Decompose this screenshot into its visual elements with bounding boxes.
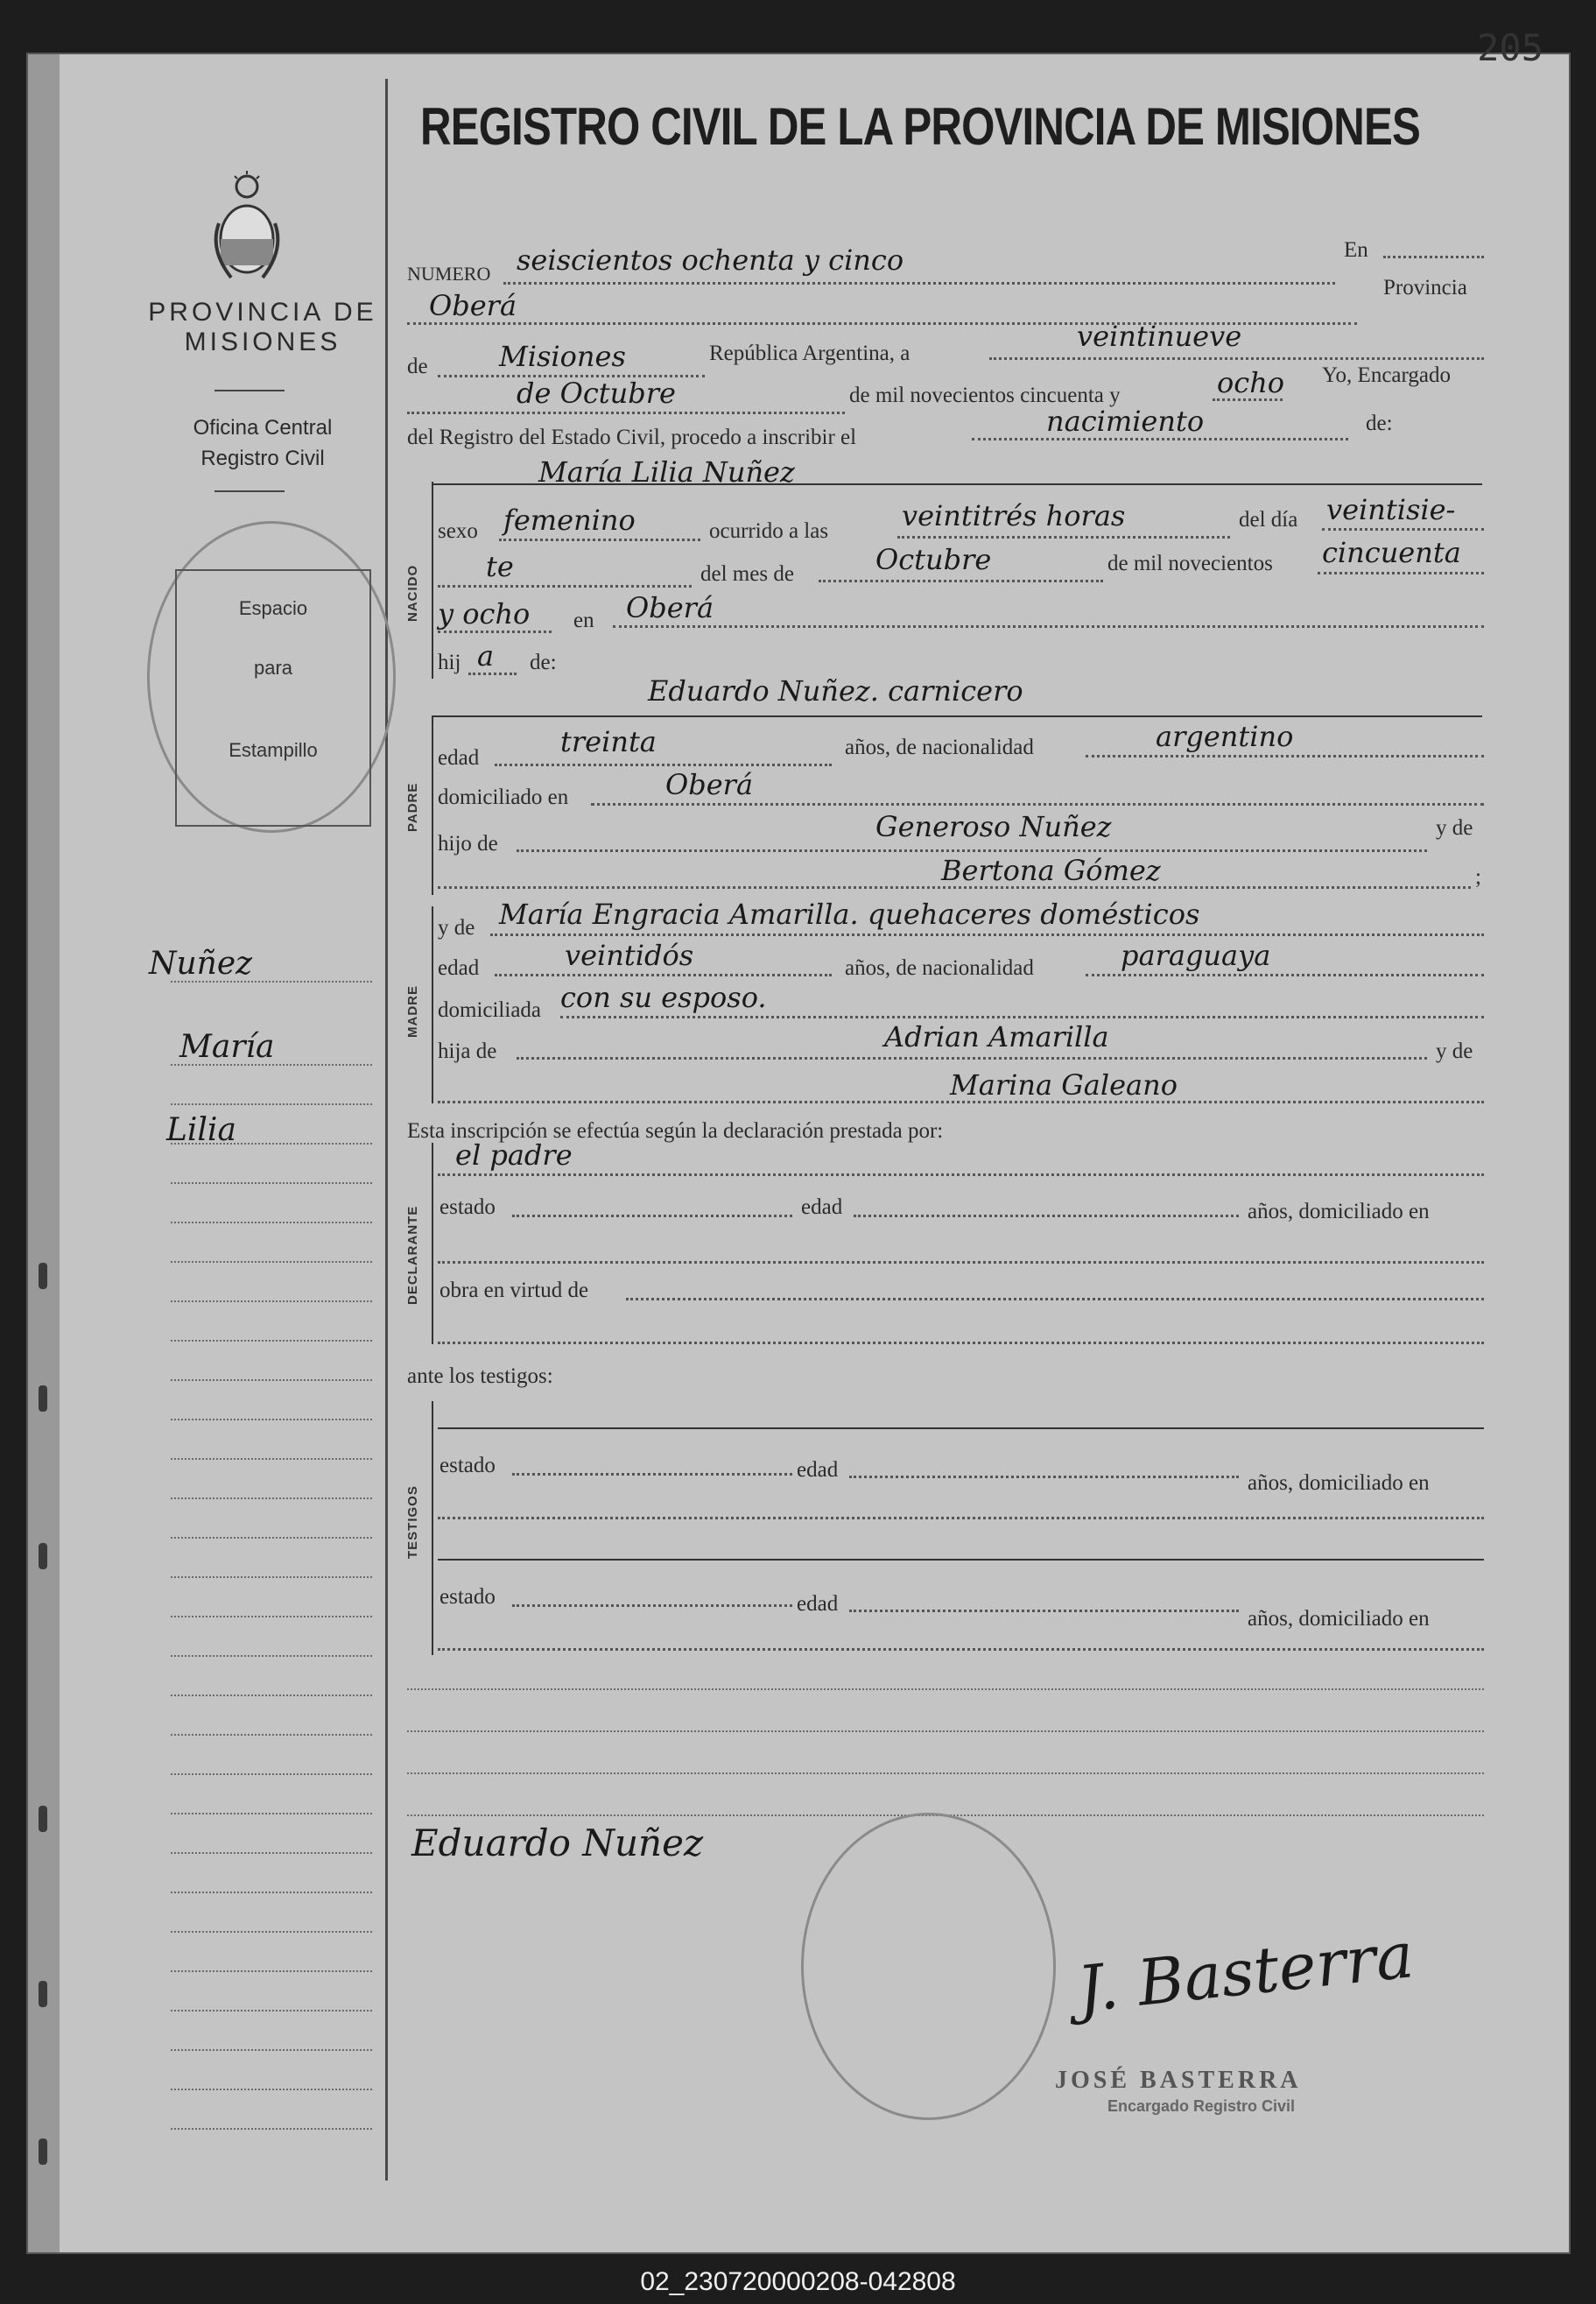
republica-label: República Argentina, a <box>709 342 910 365</box>
margin-line <box>171 1458 372 1460</box>
hija-value: a <box>477 639 495 673</box>
padre-section-label: PADRE <box>405 782 420 832</box>
dotted-line <box>438 1101 1484 1103</box>
yde-label: y de <box>438 916 475 940</box>
margin-line <box>171 1813 372 1814</box>
padre-edad-value: treinta <box>560 725 657 758</box>
margin-line <box>171 1695 372 1696</box>
margin-line <box>171 1340 372 1342</box>
madre-name: María Engracia Amarilla. quehaceres domésticos <box>499 898 1200 931</box>
dotted-line <box>989 357 1484 360</box>
blank-line <box>407 1772 1484 1774</box>
section-bar <box>432 715 433 895</box>
official-title: Encargado Registro Civil <box>1107 2097 1296 2115</box>
binding-stitch <box>39 2138 47 2165</box>
testigos-intro: ante los testigos: <box>407 1364 553 1388</box>
obra-label: obra en virtud de <box>439 1279 589 1302</box>
page-title: REGISTRO CIVIL DE LA PROVINCIA DE MISIONES <box>420 97 1420 156</box>
office-label: Oficina Central <box>193 416 333 440</box>
margin-line <box>171 1931 372 1933</box>
ocurrido-label: ocurrido a las <box>709 519 829 543</box>
dotted-line <box>517 849 1427 852</box>
edad-label: edad <box>438 956 480 980</box>
anos-domiciliado-label: años, domiciliado en <box>1248 1471 1430 1495</box>
province-value: Misiones <box>499 340 626 373</box>
binding-stitch <box>39 1385 47 1412</box>
dotted-line <box>854 1215 1239 1217</box>
margin-line <box>171 1300 372 1302</box>
coat-of-arms-icon <box>205 171 289 285</box>
abuelo-materno-value: Adrian Amarilla <box>884 1020 1109 1053</box>
stamp-space-box <box>175 569 371 827</box>
estado-label: estado <box>439 1585 496 1609</box>
anos-domiciliado-label: años, domiciliado en <box>1248 1200 1430 1223</box>
de-label: de <box>407 355 428 378</box>
declarante-signature: Eduardo Nuñez <box>411 1821 704 1864</box>
dotted-line <box>512 1473 792 1476</box>
blank-line <box>407 1688 1484 1690</box>
dotted-line <box>407 412 845 414</box>
margin-line <box>171 1616 372 1617</box>
testigos-section-label: TESTIGOS <box>405 1485 420 1559</box>
padre-name: Eduardo Nuñez. carnicero <box>648 674 1023 708</box>
padre-nacionalidad-value: argentino <box>1156 720 1294 753</box>
yde-label: y de <box>1436 1039 1473 1063</box>
dotted-line <box>849 1476 1239 1478</box>
section-line <box>438 1427 1484 1429</box>
margin-line <box>171 1537 372 1539</box>
margin-line <box>171 1734 372 1736</box>
abuela-paterna-value: Bertona Gómez <box>941 854 1161 887</box>
dotted-line <box>897 536 1230 539</box>
edad-label: edad <box>797 1592 839 1616</box>
dotted-line <box>591 803 1484 806</box>
domicilio-label: domiciliada <box>438 998 542 1022</box>
divider <box>214 490 285 492</box>
dotted-line <box>438 1648 1484 1651</box>
margin-line <box>171 1182 372 1184</box>
madre-section-label: MADRE <box>405 985 420 1038</box>
margin-line <box>171 1970 372 1972</box>
section-bar <box>432 1401 433 1655</box>
dotted-line <box>626 1298 1484 1300</box>
en-label: En <box>1344 238 1368 262</box>
nacido-name: María Lilia Nuñez <box>538 455 795 489</box>
margin-line <box>171 981 372 983</box>
dotted-line <box>438 886 1471 889</box>
madre-edad-value: veintidós <box>565 939 694 972</box>
registro-label: del Registro del Estado Civil, procedo a inscribir el <box>407 426 857 449</box>
month-value: de Octubre <box>517 377 676 410</box>
section-line <box>432 483 1482 485</box>
mes-label: del mes de <box>700 562 794 586</box>
year-value: ocho <box>1217 366 1285 399</box>
edad-label: edad <box>797 1458 839 1482</box>
dotted-line <box>613 625 1484 628</box>
estado-label: estado <box>439 1195 496 1219</box>
madre-nacionalidad-value: paraguaya <box>1121 939 1271 972</box>
dotted-line <box>468 673 517 675</box>
anos-label: años, de nacionalidad <box>845 956 1034 980</box>
mes-value: Octubre <box>875 543 992 576</box>
mil-label: de mil novecientos <box>1107 552 1273 575</box>
abuelo-paterno-value: Generoso Nuñez <box>875 810 1112 843</box>
dotted-line <box>1213 398 1283 401</box>
section-bar <box>432 482 433 679</box>
blank-line <box>407 1730 1484 1732</box>
registry-label: Registro Civil <box>200 447 325 470</box>
numero-value: seiscientos ochenta y cinco <box>517 243 904 277</box>
domicilio-label: domiciliado en <box>438 786 569 809</box>
margin-line <box>171 1064 372 1066</box>
margin-line <box>171 1655 372 1657</box>
dotted-line <box>1322 528 1484 531</box>
sexo-label: sexo <box>438 519 478 543</box>
section-line <box>432 715 1482 717</box>
declarante-intro: Esta inscripción se efectúa según la declaración prestada por: <box>407 1119 944 1143</box>
padre-domicilio-value: Oberá <box>665 768 754 801</box>
binding-strip <box>28 54 60 2252</box>
image-id-footer: 02_230720000208-042808 <box>0 2259 1596 2304</box>
dia-value: veintisie- <box>1326 493 1456 526</box>
margin-line <box>171 1419 372 1420</box>
de-colon-label: de: <box>1366 412 1393 435</box>
year-prefix-label: de mil novecientos cincuenta y <box>849 384 1121 407</box>
anio-value: cincuenta <box>1322 536 1461 569</box>
section-line <box>438 1559 1484 1561</box>
dotted-line <box>1086 755 1484 757</box>
dotted-line <box>819 580 1103 582</box>
nacido-section-label: NACIDO <box>405 564 420 622</box>
provincia-label: Provincia <box>1383 276 1467 299</box>
registry-seal <box>801 1813 1056 2120</box>
dotted-line <box>1318 572 1484 574</box>
stamp-label: Estampillo <box>229 739 318 761</box>
dotted-line <box>438 1517 1484 1519</box>
dotted-line <box>438 1173 1484 1176</box>
dotted-line <box>438 1342 1484 1344</box>
margin-line <box>171 1261 372 1263</box>
declarante-value: el padre <box>455 1138 573 1172</box>
binding-stitch <box>39 1806 47 1832</box>
declarante-section-label: DECLARANTE <box>405 1205 420 1305</box>
section-bar <box>432 906 433 1103</box>
dotted-line <box>1383 256 1484 258</box>
de-colon-label: de: <box>530 651 557 674</box>
dotted-line <box>560 1016 1484 1018</box>
edad-label: edad <box>438 746 480 770</box>
hijo-label: hijo de <box>438 832 498 856</box>
anos-domiciliado-label: años, domiciliado en <box>1248 1607 1430 1631</box>
dotted-line <box>517 1057 1427 1060</box>
abuela-materna-value: Marina Galeano <box>950 1068 1178 1102</box>
section-bar <box>432 1143 433 1344</box>
dotted-line <box>438 631 552 633</box>
semicolon: ; <box>1475 865 1481 889</box>
dotted-line <box>495 974 832 976</box>
madre-domicilio-value: con su esposo. <box>560 981 767 1014</box>
stamp-label: Espacio <box>238 597 308 619</box>
official-signature: J. Basterra <box>1073 1918 1417 2026</box>
margin-line <box>171 1379 372 1381</box>
dotted-line <box>512 1604 792 1607</box>
dotted-line <box>512 1215 792 1217</box>
lugar-value: Oberá <box>626 591 714 624</box>
margin-line <box>171 1852 372 1854</box>
margin-line <box>171 1773 372 1775</box>
dotted-line <box>972 438 1348 440</box>
margin-surname: Nuñez <box>149 946 253 982</box>
margin-line <box>171 1892 372 1893</box>
anio-value-cont: y ocho <box>438 597 531 631</box>
dotted-line <box>495 764 832 766</box>
margin-name: María <box>179 1029 275 1065</box>
margin-line <box>171 1143 372 1145</box>
dotted-line <box>849 1610 1239 1612</box>
margin-line <box>171 2089 372 2090</box>
dotted-line <box>503 282 1335 285</box>
dotted-line <box>1086 974 1484 976</box>
stamp-label: para <box>253 657 293 679</box>
yde-label: y de <box>1436 816 1473 840</box>
divider <box>214 390 285 391</box>
anos-label: años, de nacionalidad <box>845 736 1034 759</box>
province-heading: PROVINCIA DE MISIONES <box>148 298 377 356</box>
hora-value: veintitrés horas <box>902 499 1126 532</box>
encargado-label: Yo, Encargado <box>1322 363 1451 387</box>
official-name: JOSÉ BASTERRA <box>1055 2067 1302 2094</box>
margin-name: Lilia <box>166 1112 236 1148</box>
margin-line <box>171 1576 372 1578</box>
dia-label: del día <box>1239 508 1298 532</box>
margin-line <box>171 1103 372 1105</box>
margin-line <box>171 1497 372 1499</box>
binding-stitch <box>39 1543 47 1569</box>
hija-label: hija de <box>438 1039 497 1063</box>
estado-label: estado <box>439 1454 496 1477</box>
dia-value-cont: te <box>486 550 514 583</box>
en-label: en <box>573 609 594 632</box>
dotted-line <box>499 539 700 541</box>
page-number: 205 <box>1477 26 1543 69</box>
dotted-line <box>490 934 1484 936</box>
margin-line <box>171 2128 372 2130</box>
dotted-line <box>438 585 692 588</box>
binding-stitch <box>39 1263 47 1289</box>
numero-label: NUMERO <box>407 263 491 285</box>
day-value: veintinueve <box>1077 320 1242 353</box>
dotted-line <box>438 1261 1484 1264</box>
margin-line <box>171 2010 372 2012</box>
sexo-value: femenino <box>503 504 636 537</box>
margin-line <box>171 2049 372 2051</box>
margin-rule <box>385 79 388 2181</box>
edad-label: edad <box>801 1195 843 1219</box>
act-value: nacimiento <box>1046 405 1205 438</box>
place-value: Oberá <box>429 289 517 322</box>
hija-label: hij <box>438 651 461 674</box>
binding-stitch <box>39 1981 47 2007</box>
margin-line <box>171 1222 372 1223</box>
